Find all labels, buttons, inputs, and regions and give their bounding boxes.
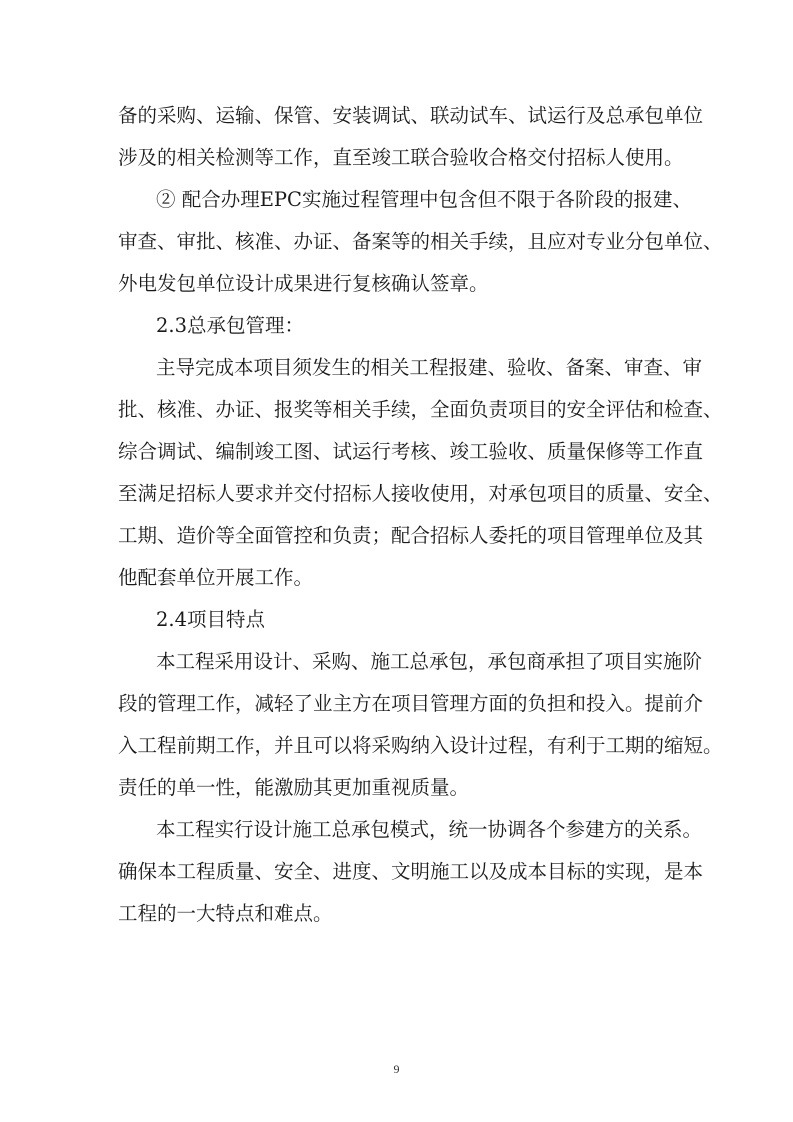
body-text-line: 工程的一大特点和难点。: [118, 902, 333, 925]
body-text-line: 工期、造价等全面管控和负责；配合招标人委托的项目管理单位及其: [118, 524, 704, 547]
paragraph-first-line: 主导完成本项目须发生的相关工程报建、验收、备案、审查、审: [156, 356, 703, 379]
page-number: 9: [393, 1062, 400, 1076]
section-heading: 2.3总承包管理：: [156, 314, 305, 337]
body-text-line: 入工程前期工作，并且可以将采购纳入设计过程，有利于工期的缩短。: [118, 734, 723, 757]
body-text-line: 确保本工程质量、安全、进度、文明施工以及成本目标的实现，是本: [118, 860, 704, 883]
list-item-line: ② 配合办理EPC实施过程管理中包含但不限于各阶段的报建、: [156, 188, 692, 211]
body-text-line: 责任的单一性，能激励其更加重视质量。: [118, 776, 470, 799]
body-text-line: 涉及的相关检测等工作，直至竣工联合验收合格交付招标人使用。: [118, 146, 684, 169]
paragraph-first-line: 本工程实行设计施工总承包模式，统一协调各个参建方的关系。: [156, 818, 703, 841]
body-text-line: 外电发包单位设计成果进行复核确认签章。: [118, 272, 489, 295]
body-text-line: 他配套单位开展工作。: [118, 566, 314, 589]
body-text-line: 段的管理工作，减轻了业主方在项目管理方面的负担和投入。提前介: [118, 692, 704, 715]
paragraph-first-line: 本工程采用设计、采购、施工总承包，承包商承担了项目实施阶: [156, 650, 703, 673]
body-text-line: 批、核准、办证、报奖等相关手续，全面负责项目的安全评估和检查、: [118, 398, 723, 421]
body-text-line: 审查、审批、核准、办证、备案等的相关手续，且应对专业分包单位、: [118, 230, 723, 253]
section-heading: 2.4项目特点: [156, 608, 266, 631]
body-text-line: 至满足招标人要求并交付招标人接收使用，对承包项目的质量、安全、: [118, 482, 723, 505]
body-text-line: 备的采购、运输、保管、安装调试、联动试车、试运行及总承包单位: [118, 104, 704, 127]
body-text-line: 综合调试、编制竣工图、试运行考核、竣工验收、质量保修等工作直: [118, 440, 704, 463]
